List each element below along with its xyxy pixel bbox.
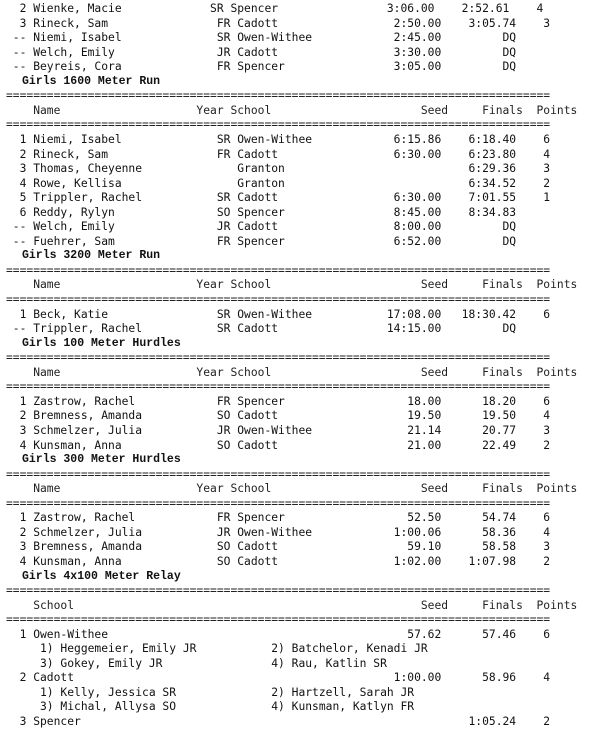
- result-row: 3) Michal, Allysa SO 4) Kunsman, Katlyn FR: [6, 700, 415, 714]
- separator-rule: ================================================================================: [6, 118, 551, 132]
- result-row: 3) Gokey, Emily JR 4) Rau, Katlin SR: [6, 656, 387, 670]
- column-header-row: Name Year School Seed Finals Points: [6, 278, 578, 292]
- result-row: 4 Kunsman, Anna SO Cadott 1:02.00 1:07.98 2: [6, 554, 551, 568]
- separator-rule: ================================================================================: [6, 496, 551, 510]
- result-row: 3 Spencer 1:05.24 2: [6, 715, 551, 728]
- result-row: 2 Cadott 1:00.00 58.96 4: [6, 671, 551, 685]
- separator-rule: ================================================================================: [6, 263, 551, 277]
- event-heading: Girls 100 Meter Hurdles: [22, 336, 181, 350]
- column-header-row: Name Year School Seed Finals Points: [6, 482, 578, 496]
- separator-rule: ================================================================================: [6, 584, 551, 597]
- result-row: 1 Zastrow, Rachel FR Spencer 52.50 54.74 6: [6, 511, 551, 525]
- result-row: 3 Rineck, Sam FR Cadott 2:50.00 3:05.74 3: [6, 16, 551, 30]
- column-header-row: School Seed Finals Points: [6, 598, 578, 612]
- result-row: 4 Kunsman, Anna SO Cadott 21.00 22.49 2: [6, 438, 551, 452]
- separator-rule: ================================================================================: [6, 380, 551, 394]
- result-row: 1 Beck, Katie SR Owen-Withee 17:08.00 18:30.42 6: [6, 307, 551, 321]
- result-row: -- Fuehrer, Sam FR Spencer 6:52.00 DQ: [6, 234, 517, 248]
- column-header-row: Name Year School Seed Finals Points: [6, 365, 578, 379]
- result-row: 1 Owen-Withee 57.62 57.46 6: [6, 627, 551, 641]
- event-heading: Girls 300 Meter Hurdles: [22, 453, 181, 467]
- result-row: 1 Zastrow, Rachel FR Spencer 18.00 18.20 6: [6, 394, 551, 408]
- result-row: 2 Bremness, Amanda SO Cadott 19.50 19.50 4: [6, 409, 551, 423]
- result-row: 3 Schmelzer, Julia JR Owen-Withee 21.14 20.77 3: [6, 424, 551, 437]
- event-heading: Girls 4x100 Meter Relay: [22, 569, 181, 583]
- result-row: 2 Wienke, Macie SR Spencer 3:06.00 2:52.61 4: [6, 2, 544, 15]
- event-heading: Girls 1600 Meter Run: [22, 74, 161, 88]
- result-row: 3 Thomas, Cheyenne Granton 6:29.36 3: [6, 162, 551, 176]
- separator-rule: ================================================================================: [6, 293, 551, 306]
- result-row: 4 Rowe, Kellisa Granton 6:34.52 2: [6, 176, 551, 190]
- result-row: 6 Reddy, Rylyn SO Spencer 8:45.00 8:34.83: [6, 205, 517, 219]
- result-row: -- Welch, Emily JR Cadott 8:00.00 DQ: [6, 220, 517, 234]
- result-row: 5 Trippler, Rachel SR Cadott 6:30.00 7:01.55 1: [6, 191, 551, 205]
- separator-rule: ================================================================================: [6, 467, 551, 481]
- result-row: 1) Heggemeier, Emily JR 2) Batchelor, Kenadi JR: [6, 642, 428, 656]
- result-row: -- Trippler, Rachel SR Cadott 14:15.00 DQ: [6, 322, 517, 336]
- result-row: -- Welch, Emily JR Cadott 3:30.00 DQ: [6, 45, 517, 59]
- result-row: 1) Kelly, Jessica SR 2) Hartzell, Sarah JR: [6, 685, 415, 699]
- separator-rule: ================================================================================: [6, 351, 551, 365]
- result-row: 3 Bremness, Amanda SO Cadott 59.10 58.58 3: [6, 540, 551, 554]
- result-row: -- Beyreis, Cora FR Spencer 3:05.00 DQ: [6, 60, 517, 74]
- result-row: 2 Schmelzer, Julia JR Owen-Withee 1:00.06 58.36 4: [6, 525, 551, 539]
- result-row: -- Niemi, Isabel SR Owen-Withee 2:45.00 DQ: [6, 31, 517, 45]
- result-row: 2 Rineck, Sam FR Cadott 6:30.00 6:23.80 4: [6, 147, 551, 161]
- result-row: 1 Niemi, Isabel SR Owen-Withee 6:15.86 6:18.40 6: [6, 133, 551, 146]
- event-heading: Girls 3200 Meter Run: [22, 249, 161, 263]
- separator-rule: ================================================================================: [6, 89, 551, 103]
- column-header-row: Name Year School Seed Finals Points: [6, 103, 578, 117]
- separator-rule: ================================================================================: [6, 613, 551, 627]
